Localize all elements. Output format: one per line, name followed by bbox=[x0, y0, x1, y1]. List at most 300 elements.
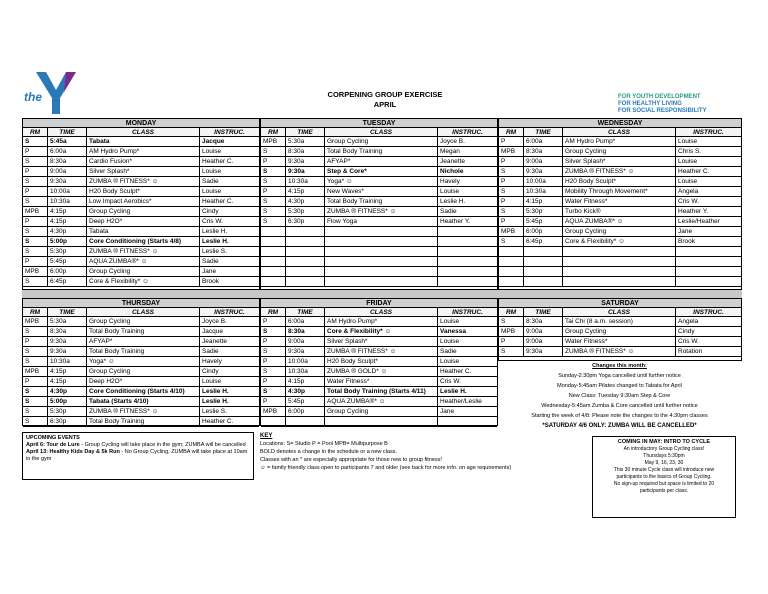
room-cell: MPB bbox=[23, 267, 48, 276]
class-cell: Group Cycling bbox=[563, 227, 676, 236]
column-header: RM bbox=[23, 308, 48, 316]
time-cell: 6:00p bbox=[48, 267, 87, 276]
time-cell: 4:30p bbox=[286, 197, 325, 206]
class-cell: Cardio Fusion* bbox=[87, 157, 200, 166]
instructor-cell: Leslie H. bbox=[440, 388, 467, 395]
column-header: CLASS bbox=[563, 128, 676, 136]
instructor-cell: Jane bbox=[440, 408, 455, 415]
class-cell: H20 Body Sculpt* bbox=[563, 177, 676, 186]
time-cell: 4:30p bbox=[286, 387, 325, 396]
time-cell: 6:00a bbox=[286, 317, 325, 326]
instructor-cell: Heather C. bbox=[202, 198, 234, 205]
instructor-cell: Brook bbox=[202, 278, 219, 285]
room-cell: S bbox=[261, 387, 286, 396]
time-cell bbox=[286, 257, 325, 266]
time-cell: 9:00a bbox=[524, 337, 563, 346]
room-cell: S bbox=[499, 347, 524, 356]
class-cell: Water Fitness* bbox=[563, 337, 676, 346]
changes-heading: Changes this month: bbox=[592, 363, 647, 369]
class-cell: AQUA ZUMBA®* ☺ bbox=[325, 397, 438, 406]
column-header: TIME bbox=[286, 128, 325, 136]
room-cell: S bbox=[23, 417, 48, 426]
instructor-cell: Heather/Leslie bbox=[440, 398, 482, 405]
day-title: MONDAY bbox=[23, 119, 259, 128]
schedule-row bbox=[261, 337, 497, 347]
time-cell: 9:00a bbox=[48, 167, 87, 176]
column-header: CLASS bbox=[325, 128, 438, 136]
class-cell: New Waves* bbox=[325, 187, 438, 196]
instructor-cell: Heather C. bbox=[440, 368, 472, 375]
room-cell: S bbox=[261, 207, 286, 216]
instructor-cell: Heather C. bbox=[202, 418, 234, 425]
class-cell: Group Cycling bbox=[325, 137, 438, 146]
schedule-row bbox=[499, 337, 741, 347]
column-headers bbox=[261, 308, 497, 317]
schedule-row bbox=[499, 237, 741, 247]
class-cell: Total Body Training bbox=[87, 417, 200, 426]
time-cell: 5:30a bbox=[286, 137, 325, 146]
change-line: Wednesday-5:45am Zumba & Core cancelled until further notice bbox=[541, 403, 698, 409]
instructor-cell bbox=[676, 257, 741, 266]
room-cell: S bbox=[23, 357, 48, 366]
class-cell: ZUMBA ® GOLD* ☺ bbox=[325, 367, 438, 376]
event-item: April 13: Healthy Kids Day & 5k Run - No Group Cycling, ZUMBA will take place at 10am in the gym bbox=[26, 449, 248, 462]
class-cell: AM Hydro Pump* bbox=[325, 317, 438, 326]
schedule-row bbox=[261, 357, 497, 367]
saturday-schedule bbox=[498, 298, 742, 361]
schedule-row bbox=[499, 327, 741, 337]
time-cell: 5:45p bbox=[286, 397, 325, 406]
instructor-cell: Leslie H. bbox=[202, 238, 229, 245]
schedule-row bbox=[23, 167, 259, 177]
column-headers bbox=[23, 128, 259, 137]
schedule-row bbox=[499, 207, 741, 217]
room-cell: S bbox=[261, 217, 286, 226]
class-cell: ZUMBA ® FITNESS* ☺ bbox=[325, 347, 438, 356]
time-cell: 9:30a bbox=[48, 177, 87, 186]
time-cell: 4:15p bbox=[524, 197, 563, 206]
class-cell: Tabata bbox=[87, 137, 200, 146]
change-line: New Class: Tuesday 9:30am Step & Core bbox=[568, 393, 671, 399]
class-cell: AQUA ZUMBA®* ☺ bbox=[563, 217, 676, 226]
schedule-row bbox=[23, 367, 259, 377]
room-cell: P bbox=[261, 397, 286, 406]
time-cell: 9:30a bbox=[48, 347, 87, 356]
instructor-cell: Sadie bbox=[202, 348, 219, 355]
column-header: INSTRUC. bbox=[214, 309, 245, 316]
instructor-cell: Cris W. bbox=[678, 338, 699, 345]
room-cell: S bbox=[499, 167, 524, 176]
schedule-row bbox=[23, 237, 259, 247]
ymca-logo bbox=[24, 70, 80, 116]
class-cell: Deep H2O* bbox=[87, 377, 200, 386]
instructor-cell: Leslie/Heather bbox=[678, 218, 720, 225]
mission-line: FOR HEALTHY LIVING bbox=[618, 101, 682, 107]
room-cell: S bbox=[261, 167, 286, 176]
room-cell: P bbox=[261, 187, 286, 196]
schedule-row bbox=[499, 317, 741, 327]
instructor-cell: Leslie H. bbox=[202, 228, 228, 235]
class-cell: Core Conditioning (Starts 4/8) bbox=[87, 237, 200, 246]
instructor-cell: Louise bbox=[678, 138, 698, 145]
class-cell: Total Body Training bbox=[325, 147, 438, 156]
schedule-row bbox=[23, 197, 259, 207]
room-cell: MPB bbox=[23, 367, 48, 376]
room-cell: S bbox=[23, 227, 48, 236]
instructor-cell bbox=[438, 237, 497, 246]
mission-statement bbox=[618, 94, 758, 115]
schedule-row bbox=[499, 267, 741, 277]
schedule-row bbox=[261, 387, 497, 397]
cycle-line: participants per class. bbox=[639, 488, 689, 494]
column-header: INSTRUC. bbox=[693, 129, 724, 136]
class-cell: Core & Flexibility* ☺ bbox=[325, 327, 438, 336]
room-cell: S bbox=[23, 137, 48, 146]
class-cell: Group Cycling bbox=[563, 327, 676, 336]
day-title: THURSDAY bbox=[23, 299, 259, 308]
class-cell: ZUMBA ® FITNESS* ☺ bbox=[325, 207, 438, 216]
instructor-cell: Jane bbox=[678, 228, 693, 235]
instructor-cell: Heather Y. bbox=[440, 218, 471, 225]
time-cell bbox=[524, 277, 563, 286]
time-cell: 9:30a bbox=[286, 157, 325, 166]
event-item: April 6: Tour de Lure - Group Cycling will take place in the gym; ZUMBA will be cancelled bbox=[26, 442, 246, 448]
room-cell: MPB bbox=[499, 227, 524, 236]
class-cell: Total Body Training (Starts 4/11) bbox=[325, 387, 438, 396]
schedule-row bbox=[499, 157, 741, 167]
schedule-row bbox=[23, 247, 259, 257]
instructor-cell: Jacque bbox=[202, 328, 223, 335]
room-cell: S bbox=[261, 197, 286, 206]
schedule-row bbox=[23, 187, 259, 197]
schedule-row bbox=[23, 257, 259, 267]
instructor-cell: Megan bbox=[440, 148, 460, 155]
schedule-row bbox=[261, 397, 497, 407]
class-cell: Group Cycling bbox=[87, 367, 200, 376]
class-cell: H20 Body Sculpt* bbox=[87, 187, 200, 196]
room-cell: S bbox=[23, 197, 48, 206]
cycle-line: participants to the basics of Group Cycling. bbox=[616, 474, 712, 480]
instructor-cell: Louise bbox=[202, 168, 222, 175]
instructor-cell: Louise bbox=[440, 318, 460, 325]
monday-schedule bbox=[22, 118, 260, 290]
class-cell: Turbo Kick® bbox=[563, 207, 676, 216]
class-cell: Group Cycling bbox=[563, 147, 676, 156]
room-cell: S bbox=[23, 407, 48, 416]
room-cell: S bbox=[23, 397, 48, 406]
room-cell: P bbox=[499, 217, 524, 226]
time-cell: 9:30a bbox=[286, 347, 325, 356]
time-cell: 6:00a bbox=[48, 147, 87, 156]
class-cell: Silver Splash* bbox=[325, 337, 438, 346]
instructor-cell: Joyce B. bbox=[202, 318, 227, 325]
schedule-row bbox=[261, 227, 497, 237]
column-headers bbox=[23, 308, 259, 317]
instructor-cell bbox=[438, 257, 497, 266]
class-cell bbox=[325, 417, 438, 426]
time-cell bbox=[286, 277, 325, 286]
schedule-row bbox=[23, 267, 259, 277]
class-cell bbox=[325, 247, 438, 256]
schedule-row bbox=[261, 317, 497, 327]
room-cell bbox=[261, 247, 286, 256]
schedule-row bbox=[499, 217, 741, 227]
column-header: RM bbox=[499, 128, 524, 136]
events-heading: UPCOMING EVENTS bbox=[26, 435, 80, 441]
instructor-cell bbox=[676, 277, 741, 286]
intro-to-cycle-box bbox=[592, 436, 736, 518]
time-cell: 8:30a bbox=[524, 147, 563, 156]
mission-line: FOR YOUTH DEVELOPMENT bbox=[618, 94, 701, 100]
class-cell: Core & Flexibility* ☺ bbox=[87, 277, 200, 286]
column-header: RM bbox=[499, 308, 524, 316]
time-cell: 5:30p bbox=[48, 247, 87, 256]
cycle-line: May 9, 16, 23, 30 bbox=[644, 460, 684, 466]
class-cell: Water Fitness* bbox=[563, 197, 676, 206]
instructor-cell bbox=[676, 267, 741, 276]
time-cell: 8:30a bbox=[524, 317, 563, 326]
schedule-row bbox=[261, 137, 497, 147]
class-cell: Core Conditioning (Starts 4/10) bbox=[87, 387, 200, 396]
room-cell: MPB bbox=[499, 327, 524, 336]
time-cell: 5:00p bbox=[48, 397, 87, 406]
column-header: CLASS bbox=[87, 128, 200, 136]
class-cell: Yoga* ☺ bbox=[87, 357, 200, 366]
instructor-cell: Leslie H. bbox=[202, 398, 229, 405]
schedule-row bbox=[261, 167, 497, 177]
room-cell: P bbox=[23, 337, 48, 346]
time-cell: 5:30p bbox=[48, 407, 87, 416]
schedule-row bbox=[499, 167, 741, 177]
schedule-row bbox=[499, 347, 741, 357]
class-cell: Flow Yoga bbox=[325, 217, 438, 226]
schedule-row bbox=[261, 207, 497, 217]
mission-line: FOR SOCIAL RESPONSIBILITY bbox=[618, 108, 707, 114]
instructor-cell: Jeanette bbox=[202, 338, 227, 345]
instructor-cell bbox=[676, 247, 741, 256]
schedule-row bbox=[499, 227, 741, 237]
class-cell: Silver Splash* bbox=[563, 157, 676, 166]
room-cell: S bbox=[499, 207, 524, 216]
instructor-cell: Sadie bbox=[440, 208, 457, 215]
room-cell: P bbox=[23, 167, 48, 176]
time-cell: 9:00a bbox=[524, 157, 563, 166]
class-cell bbox=[325, 257, 438, 266]
key-family-note: ☺ = family friendly class open to participants 7 and older (see back for more info. on age requirements) bbox=[260, 465, 512, 471]
cycle-line: No sign-up required but space is limited to 20 bbox=[613, 481, 715, 487]
class-cell bbox=[563, 257, 676, 266]
change-line: Monday-5:45am Pilates changed to Tabata for April bbox=[557, 383, 682, 389]
instructor-cell: Brook bbox=[678, 238, 695, 245]
time-cell: 9:00a bbox=[286, 337, 325, 346]
time-cell: 6:00p bbox=[286, 407, 325, 416]
instructor-cell: Sadie bbox=[202, 258, 219, 265]
logo-text: the bbox=[24, 90, 42, 104]
instructor-cell bbox=[438, 227, 497, 236]
class-cell bbox=[325, 237, 438, 246]
instructor-cell: Sadie bbox=[440, 348, 457, 355]
room-cell: MPB bbox=[23, 207, 48, 216]
schedule-row bbox=[261, 327, 497, 337]
schedule-row bbox=[23, 397, 259, 407]
room-cell: P bbox=[499, 157, 524, 166]
instructor-cell: Havely bbox=[202, 358, 222, 365]
time-cell: 5:45a bbox=[48, 137, 87, 146]
class-cell: Group Cycling bbox=[87, 207, 200, 216]
column-header: RM bbox=[261, 308, 286, 316]
class-cell: Deep H2O* bbox=[87, 217, 200, 226]
schedule-row bbox=[261, 157, 497, 167]
column-header: TIME bbox=[524, 308, 563, 316]
instructor-cell: Louise bbox=[202, 188, 222, 195]
room-cell: MPB bbox=[261, 137, 286, 146]
class-cell: Step & Core* bbox=[325, 167, 438, 176]
schedule-row bbox=[23, 177, 259, 187]
time-cell: 4:15p bbox=[48, 367, 87, 376]
room-cell: P bbox=[499, 197, 524, 206]
class-cell bbox=[325, 277, 438, 286]
schedule-row bbox=[23, 157, 259, 167]
room-cell: P bbox=[261, 317, 286, 326]
time-cell: 9:30a bbox=[286, 167, 325, 176]
key-locations: Locations: S= Studio P = Pool MPB= Multipurpose B bbox=[260, 441, 388, 447]
schedule-row bbox=[261, 267, 497, 277]
class-cell: Total Body Training bbox=[87, 327, 200, 336]
schedule-row bbox=[499, 147, 741, 157]
column-header: TIME bbox=[286, 308, 325, 316]
schedule-row bbox=[23, 347, 259, 357]
instructor-cell: Cindy bbox=[202, 368, 219, 375]
time-cell: 4:15p bbox=[48, 377, 87, 386]
class-cell: Total Body Training bbox=[325, 197, 438, 206]
schedule-row bbox=[261, 237, 497, 247]
time-cell: 6:30p bbox=[48, 417, 87, 426]
schedule-row bbox=[23, 207, 259, 217]
instructor-cell: Havely bbox=[440, 178, 460, 185]
room-cell: S bbox=[261, 147, 286, 156]
time-cell bbox=[286, 267, 325, 276]
class-cell: AFYAP* bbox=[87, 337, 200, 346]
room-cell: P bbox=[23, 257, 48, 266]
instructor-cell: Cris W. bbox=[440, 378, 461, 385]
tuesday-schedule bbox=[260, 118, 498, 290]
saturday-notice: *SATURDAY 4/6 ONLY: ZUMBA WILL BE CANCELLED* bbox=[542, 423, 697, 429]
time-cell: 10:00a bbox=[48, 187, 87, 196]
day-title: FRIDAY bbox=[261, 299, 497, 308]
column-header: RM bbox=[23, 128, 48, 136]
room-cell: P bbox=[499, 337, 524, 346]
instructor-cell: Sadie bbox=[202, 178, 219, 185]
instructor-cell: Louise bbox=[202, 148, 222, 155]
room-cell bbox=[261, 277, 286, 286]
time-cell: 5:45p bbox=[48, 257, 87, 266]
time-cell: 6:00a bbox=[524, 137, 563, 146]
schedule-key bbox=[260, 432, 560, 472]
schedule-row bbox=[499, 247, 741, 257]
schedule-row bbox=[261, 177, 497, 187]
column-header: TIME bbox=[48, 308, 87, 316]
room-cell: S bbox=[499, 237, 524, 246]
schedule-row bbox=[499, 197, 741, 207]
instructor-cell: Joyce B. bbox=[440, 138, 465, 145]
schedule-row bbox=[261, 147, 497, 157]
class-cell: ZUMBA ® FITNESS* ☺ bbox=[563, 347, 676, 356]
time-cell: 5:00p bbox=[48, 237, 87, 246]
room-cell bbox=[499, 277, 524, 286]
schedule-row bbox=[23, 277, 259, 287]
column-header: INSTRUC. bbox=[452, 129, 483, 136]
change-line: Sunday-2:30pm Yoga cancelled until further notice bbox=[558, 373, 681, 379]
time-cell: 6:45p bbox=[524, 237, 563, 246]
class-cell bbox=[563, 247, 676, 256]
room-cell: S bbox=[261, 347, 286, 356]
instructor-cell: Angela bbox=[678, 188, 699, 195]
column-header: INSTRUC. bbox=[452, 309, 483, 316]
schedule-row bbox=[23, 327, 259, 337]
room-cell: MPB bbox=[23, 317, 48, 326]
instructor-cell: Louise bbox=[440, 188, 460, 195]
schedule-row bbox=[23, 317, 259, 327]
room-cell: S bbox=[23, 347, 48, 356]
room-cell bbox=[261, 267, 286, 276]
room-cell: P bbox=[23, 187, 48, 196]
instructor-cell: Leslie H. bbox=[440, 198, 466, 205]
key-bold-note: BOLD denotes a change in the schedule or a new class. bbox=[260, 449, 397, 455]
time-cell: 10:30a bbox=[524, 187, 563, 196]
schedule-row bbox=[261, 347, 497, 357]
schedule-row bbox=[23, 227, 259, 237]
instructor-cell bbox=[438, 247, 497, 256]
time-cell: 4:30p bbox=[48, 227, 87, 236]
time-cell bbox=[524, 257, 563, 266]
room-cell: S bbox=[23, 327, 48, 336]
room-cell: P bbox=[499, 137, 524, 146]
class-cell: AM Hydro Pump* bbox=[563, 137, 676, 146]
schedule-row bbox=[23, 217, 259, 227]
page-title: CORPENING GROUP EXERCISE bbox=[327, 90, 443, 99]
schedule-row bbox=[23, 357, 259, 367]
instructor-cell: Jeanette bbox=[440, 158, 465, 165]
cycle-title: COMING IN MAY: INTRO TO CYCLE bbox=[617, 439, 711, 445]
column-header: INSTRUC. bbox=[693, 309, 724, 316]
instructor-cell bbox=[438, 277, 497, 286]
room-cell bbox=[261, 257, 286, 266]
time-cell: 9:30a bbox=[524, 167, 563, 176]
time-cell bbox=[524, 247, 563, 256]
room-cell: P bbox=[261, 337, 286, 346]
room-cell: P bbox=[23, 147, 48, 156]
instructor-cell: Leslie S. bbox=[202, 408, 227, 415]
room-cell: P bbox=[499, 177, 524, 186]
column-header: RM bbox=[261, 128, 286, 136]
time-cell: 4:15p bbox=[286, 377, 325, 386]
schedule-row bbox=[261, 417, 497, 427]
change-line: Starting the week of 4/8: Please note the changes to the 4:30pm classes bbox=[531, 413, 708, 419]
day-title: TUESDAY bbox=[261, 119, 497, 128]
class-cell bbox=[563, 267, 676, 276]
class-cell: Group Cycling bbox=[325, 407, 438, 416]
room-cell: S bbox=[23, 247, 48, 256]
schedule-changes bbox=[498, 361, 741, 431]
time-cell: 6:30p bbox=[286, 217, 325, 226]
instructor-cell: Heather Y. bbox=[678, 208, 709, 215]
time-cell bbox=[286, 227, 325, 236]
key-asterisk-note: Classes with an * are especially appropriate for those new to group fitness! bbox=[260, 457, 442, 463]
cycle-line: Thursdays 5:30pm bbox=[643, 453, 685, 459]
instructor-cell: Cindy bbox=[678, 328, 695, 335]
class-cell bbox=[325, 267, 438, 276]
class-cell: AM Hydro Pump* bbox=[87, 147, 200, 156]
